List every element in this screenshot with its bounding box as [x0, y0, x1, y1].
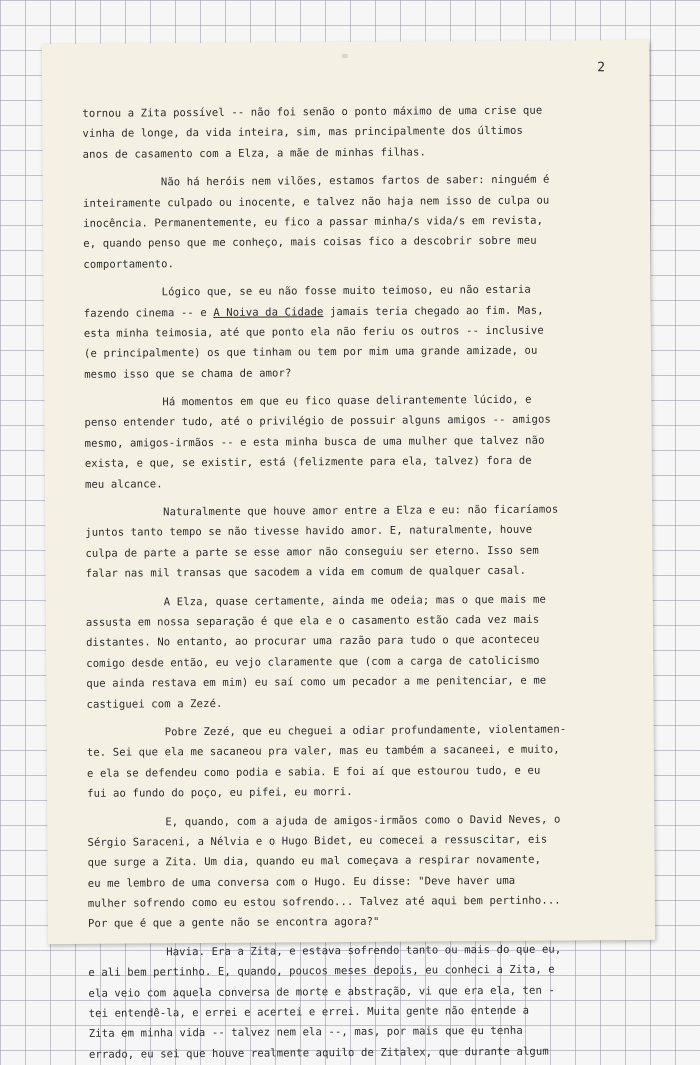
text-line: e, quando penso que me conheço, mais coisas fico a descobrir sobre meu: [83, 235, 537, 251]
text-line: tornou a Zita possível -- não foi senão o ponto máximo de uma crise que: [82, 104, 543, 120]
text-line: (e principalmente) os que tinham ou tem por mim uma grande amizade, ou: [83, 344, 538, 361]
text-line: exista, e que, se existir, está (felizmente para ela, talvez) fora de: [84, 454, 532, 471]
text-line: Havia. Era a Zita, e estava sofrendo tanto ou mais do que eu,: [166, 943, 562, 959]
text-line: Lógico que, se eu não fosse muito teimoso, eu não estaria: [161, 283, 531, 299]
text-line: e ela se defendeu como podia e sabia. E foi aí que estourou tudo, e eu: [86, 764, 541, 780]
text-line: castiguei com a Zezé.: [86, 697, 223, 711]
film-title: A Noiva da Cidade: [213, 305, 324, 319]
text-line: Não há heróis nem vilões, estamos fartos de saber: ninguém é: [160, 173, 550, 189]
paragraph-8: [87, 809, 628, 935]
text-line: te. Sei que ela me sacaneou pra valer, mas eu também a sacaneei, e muito,: [86, 743, 560, 760]
text-line: culpa de parte a parte se esse amor não conseguiu ser eterno. Isso sem: [85, 544, 539, 560]
paragraph-4: [84, 389, 625, 495]
text-line-film-title: fazendo cinema -- e A Noiva da Cidade jamais teria chegado ao fim. Mas,: [83, 304, 544, 320]
text-line: A Elza, quase certamente, ainda me odeia; mas o que mais me: [163, 593, 546, 608]
text-line: inteiramente culpado ou inocente, e talvez não haja nem isso de culpa ou: [82, 194, 550, 210]
text-line: Pobre Zezé, que eu cheguei a odiar profundamente, violentamen-: [164, 723, 567, 739]
text-line: juntos tanto tempo se não tivesse havido amor. E, naturalmente, houve: [85, 524, 533, 540]
text-line: Há momentos em que eu fico quase delirantemente lúcido, e: [162, 393, 532, 409]
paragraph-6: [86, 589, 627, 715]
text-line: Zita em minha vida -- talvez nem ela --, mas, por mais que eu tenha: [88, 1025, 523, 1041]
text-line: eu me lembro de uma conversa com o Hugo. Eu disse: "Deve haver uma: [87, 874, 516, 890]
text-line: assusta em nossa separação é que ela e o casamento estão cada vez mais: [85, 613, 540, 629]
text-line: mulher sofrendo como eu estou sofrendo... Talvez até aqui bem pertinho...: [87, 894, 561, 910]
text-line: que ainda restava em mim) eu saí como um pecador a me penitenciar, e me: [86, 674, 547, 690]
paragraph-9: [88, 939, 629, 1065]
paper-mark: [342, 54, 348, 58]
typed-page: [42, 40, 655, 1061]
text-line: tei entendê-la, e errei e acertei e errei. Muita gente não entende a: [88, 1004, 530, 1020]
text-line: E, quando, com a ajuda de amigos-irmãos como o David Neves, o: [165, 813, 561, 828]
paragraph-1: [82, 100, 622, 165]
typed-text-body: [82, 100, 629, 1065]
text-line: e ali bem pertinho. E, quando, poucos meses depois, eu conheci a Zita, e: [88, 963, 555, 980]
paragraph-2: [83, 169, 624, 275]
page-number: 2: [597, 60, 606, 76]
text-line: errado, eu sei que houve realmente aquilo de Zitalex, que durante algum: [88, 1045, 549, 1061]
text-line: penso entender tudo, até o privilégio de possuir alguns amigos -- amigos: [84, 414, 551, 430]
paragraph-5: [85, 499, 626, 584]
text-line: anos de casamento com a Elza, a mãe de minhas filhas.: [82, 146, 427, 161]
text-line: comportamento.: [83, 257, 175, 271]
paragraph-7: [87, 719, 628, 804]
text-line: falar nas mil transas que sacodem a vida em comum de qualquer casal.: [85, 564, 527, 581]
text-line: fui ao fundo do poço, eu pifei, eu morri.: [87, 786, 353, 800]
text-line: mesmo isso que se chama de amor?: [84, 367, 292, 381]
text-line: meu alcance.: [84, 477, 163, 491]
text-line: ela veio com aquela conversa de morte e abstração, vi que era ela, ten -: [88, 984, 555, 1000]
text-line: Sérgio Saraceni, a Nélvia e o Hugo Bidet, eu comecei a ressuscitar, eis: [87, 833, 548, 849]
text-line: inocência. Permanentemente, eu fico a passar minha/s vida/s em revista,: [83, 214, 544, 230]
text-line: mesmo, amigos-irmãos -- e esta minha busca de uma mulher que talvez não: [84, 434, 545, 450]
text-line: distantes. No entanto, ao procurar uma razão para tudo o que aconteceu: [86, 634, 540, 650]
text-line: comigo desde então, eu vejo claramente que (com a carga de catolicismo: [86, 654, 540, 670]
text-line: que surge a Zita. Um dia, quando eu mal começava a respirar novamente,: [87, 853, 542, 870]
text-line: vinha de longe, da vida inteira, sim, mas principalmente dos últimos: [82, 125, 524, 141]
text-line: Naturalmente que houve amor entre a Elza e eu: não ficaríamos: [163, 503, 559, 519]
text-line: Por que é que a gente não se encontra agora?": [87, 916, 380, 931]
paragraph-3: [84, 279, 625, 385]
text-line: esta minha teimosia, até que ponto ela não feriu os outros -- inclusive: [83, 324, 544, 340]
